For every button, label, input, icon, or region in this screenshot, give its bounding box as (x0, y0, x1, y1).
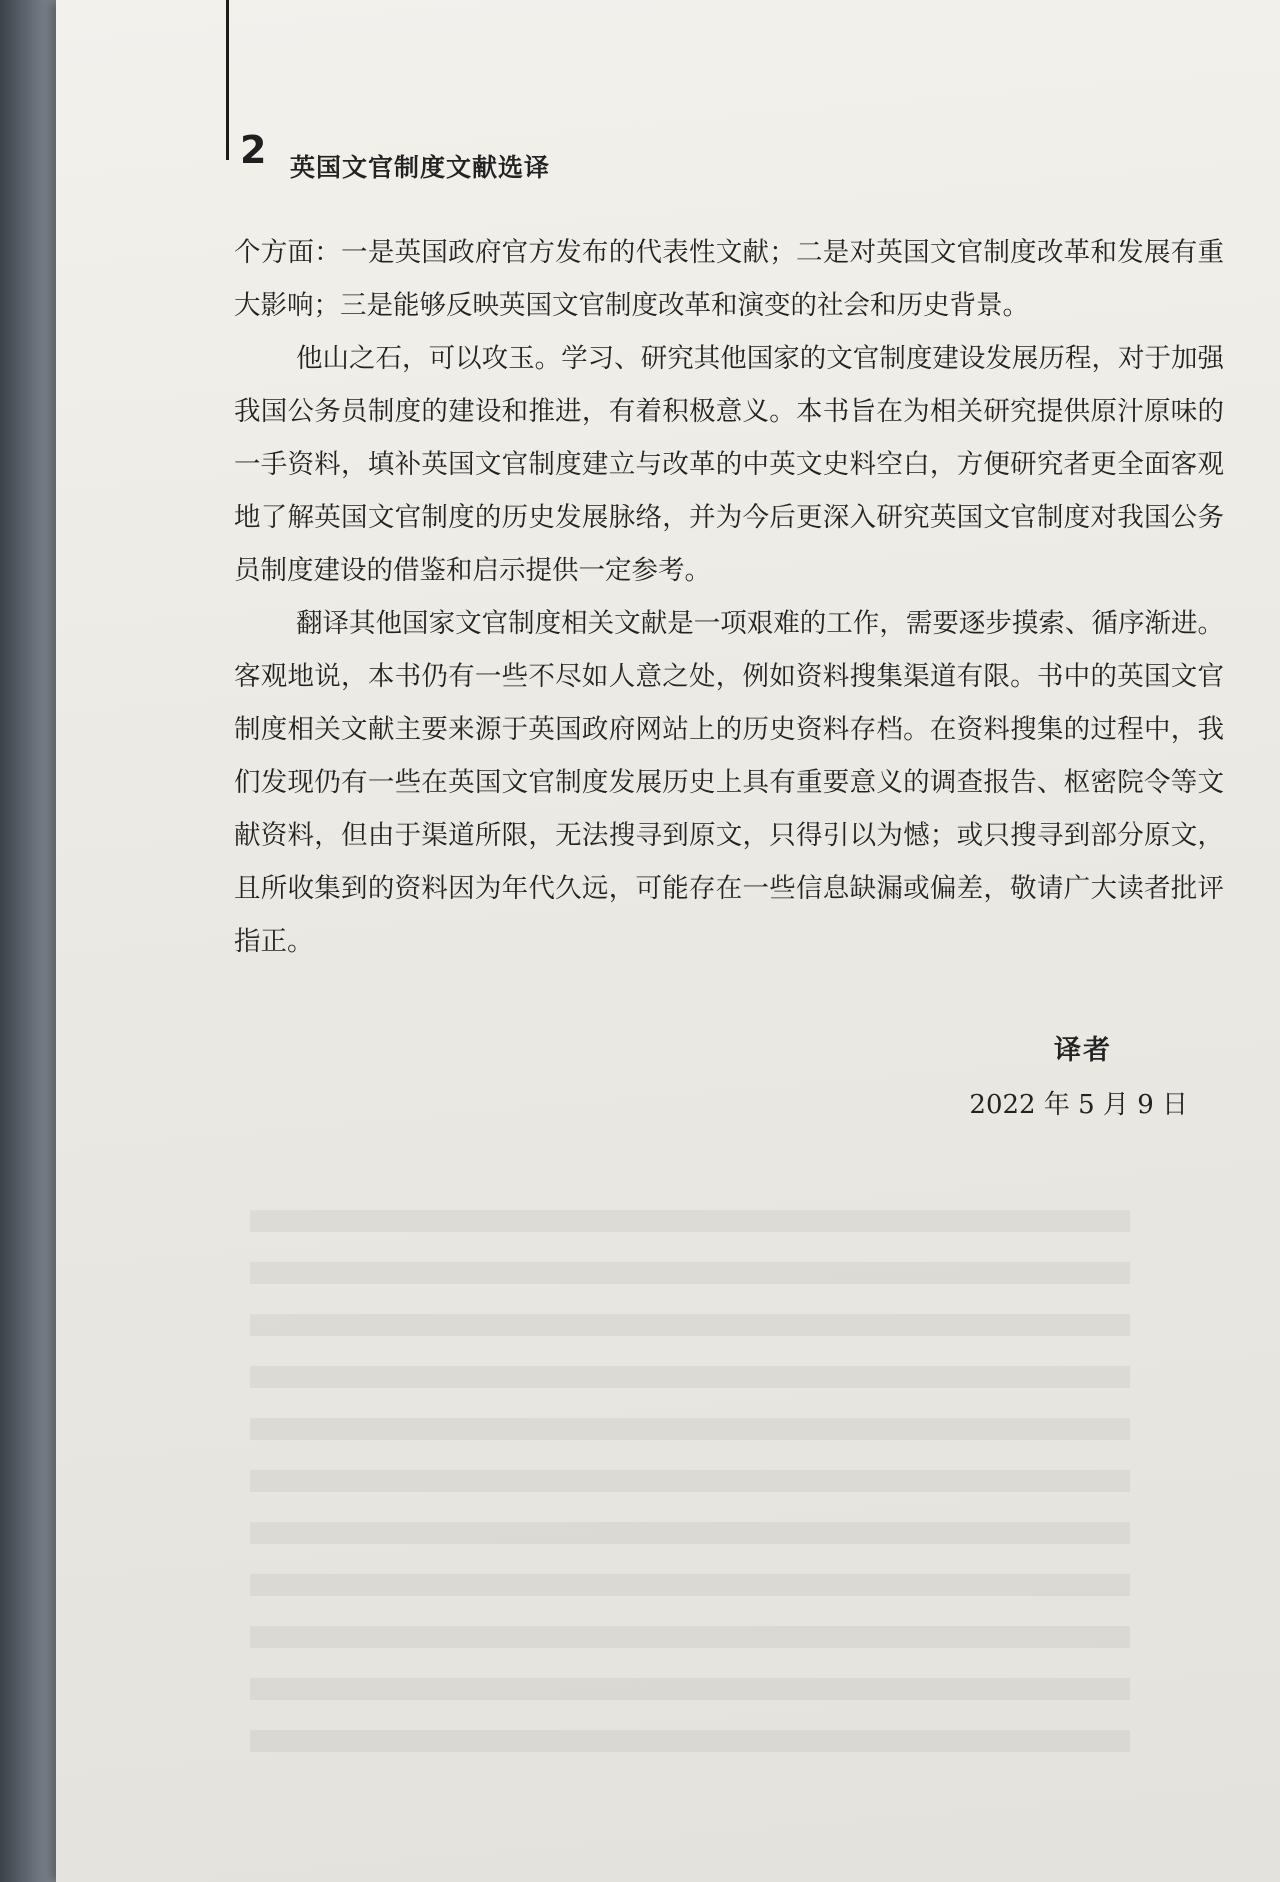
signature-date: 2022 年 5 月 9 日 (969, 1090, 1188, 1120)
body-text (234, 226, 1224, 968)
paragraph-1: 个方面：一是英国政府官方发布的代表性文献；二是对英国文官制度改革和发展有重大影响；三是能够反映英国文官制度改革和演变的社会和历史背景。 (234, 237, 1224, 321)
header-vertical-rule (226, 0, 229, 160)
paragraph-3: 翻译其他国家文官制度相关文献是一项艰难的工作，需要逐步摸索、循序渐进。客观地说，本书仍有一些不尽如人意之处，例如资料搜集渠道有限。书中的英国文官制度相关文献主要来源于英国政府网站上的历史资料存档。在资料搜集的过程中，我们发现仍有一些在英国文官制度发展历史上具有重要意义的调查报告、枢密院令等文献资料，但由于渠道所限，无法搜寻到原文，只得引以为憾；或只搜寻到部分原文，且所收集到的资料因为年代久远，可能存在一些信息缺漏或偏差，敬请广大读者批评指正。 (234, 608, 1224, 957)
paragraph-2: 他山之石，可以攻玉。学习、研究其他国家的文官制度建设发展历程，对于加强我国公务员制度的建设和推进，有着积极意义。本书旨在为相关研究提供原汁原味的一手资料，填补英国文官制度建立与改革的中英文史料空白，方便研究者更全面客观地了解英国文官制度的历史发展脉络，并为今后更深入研究英国文官制度对我国公务员制度建设的借鉴和启示提供一定参考。 (234, 343, 1224, 586)
show-through-texture (250, 1210, 1130, 1770)
translator-signature: 译者 (1054, 1035, 1112, 1066)
book-edge-background (0, 0, 64, 1882)
running-title: 英国文官制度文献选译 (290, 153, 551, 182)
page-number: 2 (240, 128, 267, 172)
